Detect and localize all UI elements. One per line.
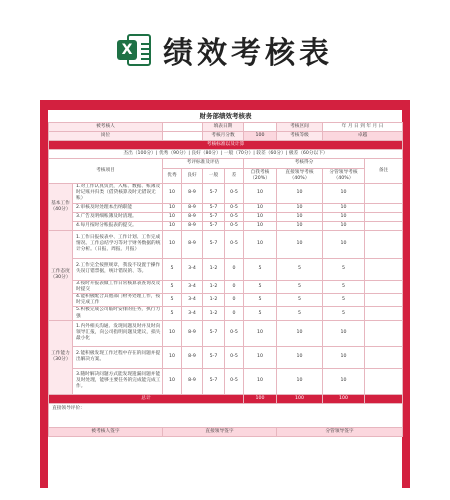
- excel-icon: X: [117, 32, 153, 68]
- table-row: [49, 203, 403, 212]
- score-poor: 0-5: [225, 212, 244, 221]
- total-direct: 100: [277, 394, 323, 403]
- table-row: [49, 320, 403, 346]
- score-indirect[interactable]: 5: [323, 307, 365, 320]
- score-good: 8-9: [182, 221, 203, 230]
- item-text: 4.每月按时分账报表的提交。: [73, 221, 163, 230]
- grade-value: 卓越: [323, 132, 403, 141]
- score-self[interactable]: 5: [244, 307, 277, 320]
- score-indirect[interactable]: 10: [323, 221, 365, 230]
- score-fair: 5-7: [203, 203, 225, 212]
- score-excellent: 5: [163, 307, 182, 320]
- score-excellent: 10: [163, 203, 182, 212]
- score-direct[interactable]: 10: [277, 230, 323, 258]
- score-fair: 1-2: [203, 307, 225, 320]
- score-excellent: 5: [163, 258, 182, 280]
- score-self[interactable]: 5: [244, 280, 277, 293]
- post-label: 岗位: [49, 132, 163, 141]
- col-excellent: 优秀: [163, 169, 182, 184]
- score-self[interactable]: 10: [244, 320, 277, 346]
- item-text: 3.随时解决问题方式能发现遗漏问题并能及时处理，能够主要任务的完成能完成工作。: [73, 368, 163, 394]
- note-cell[interactable]: [365, 307, 403, 320]
- score-good: 8-9: [182, 368, 203, 394]
- note-cell[interactable]: [365, 203, 403, 212]
- score-direct[interactable]: 5: [277, 294, 323, 307]
- fill-date-label: 填表日期: [203, 123, 244, 132]
- score-poor: 0-5: [225, 184, 244, 204]
- score-poor: 0: [225, 307, 244, 320]
- score-self[interactable]: 10: [244, 221, 277, 230]
- score-good: 3-4: [182, 280, 203, 293]
- sign-direct[interactable]: 直接领导签字: [163, 427, 277, 436]
- assessment-table: [48, 110, 403, 437]
- note-cell[interactable]: [365, 212, 403, 221]
- sign-indirect[interactable]: 分管领导签字: [277, 427, 403, 436]
- score-good: 8-9: [182, 320, 203, 346]
- table-row: [49, 212, 403, 221]
- score-poor: 0-5: [225, 230, 244, 258]
- standard-text: 杰出（100分）| 优秀（90分）| 良好（80分）| 一般（70分）| 较差（60分）| 极差（60分以下）: [49, 150, 403, 159]
- score-excellent: 10: [163, 230, 182, 258]
- score-self[interactable]: 10: [244, 368, 277, 394]
- total-score-value: 100: [244, 132, 277, 141]
- score-poor: 0-5: [225, 320, 244, 346]
- note-cell[interactable]: [365, 258, 403, 280]
- total-note: [365, 394, 403, 403]
- assessment-form: [48, 110, 402, 488]
- form-title: 财务部绩效考核表: [199, 111, 252, 120]
- note-cell[interactable]: [365, 280, 403, 293]
- fill-date-value[interactable]: [244, 123, 277, 132]
- score-fair: 5-7: [203, 221, 225, 230]
- score-indirect[interactable]: 5: [323, 294, 365, 307]
- note-cell[interactable]: [365, 230, 403, 258]
- score-indirect[interactable]: 10: [323, 212, 365, 221]
- score-self[interactable]: 10: [244, 184, 277, 204]
- score-poor: 0-5: [225, 203, 244, 212]
- note-cell[interactable]: [365, 368, 403, 394]
- review-field[interactable]: 直接领导评价：: [49, 403, 403, 427]
- score-poor: 0: [225, 280, 244, 293]
- total-indirect: 100: [323, 394, 365, 403]
- score-poor: 0: [225, 294, 244, 307]
- score-good: 8-9: [182, 184, 203, 204]
- score-good: 3-4: [182, 307, 203, 320]
- score-direct[interactable]: 10: [277, 320, 323, 346]
- note-cell[interactable]: [365, 320, 403, 346]
- score-indirect[interactable]: 10: [323, 203, 365, 212]
- score-excellent: 5: [163, 280, 182, 293]
- table-row: [49, 230, 403, 258]
- score-poor: 0-5: [225, 368, 244, 394]
- item-text: 2.能积极发现工作过程中存在的问题并提出解决方案。: [73, 346, 163, 368]
- score-good: 8-9: [182, 230, 203, 258]
- table-row: [49, 258, 403, 280]
- score-excellent: 10: [163, 184, 182, 204]
- table-row: [49, 346, 403, 368]
- score-fair: 5-7: [203, 346, 225, 368]
- group-label: 工作态度（30分）: [49, 230, 73, 320]
- score-self[interactable]: 5: [244, 294, 277, 307]
- score-indirect[interactable]: 10: [323, 184, 365, 204]
- col-fair: 一般: [203, 169, 225, 184]
- item-text: 1.对工作认真负责，入账、数据、账簿及时记账并归类（借贷核算及时无错误无账）: [73, 184, 163, 204]
- sign-assessee[interactable]: 被考核人签字: [49, 427, 163, 436]
- score-excellent: 10: [163, 221, 182, 230]
- note-cell[interactable]: [365, 184, 403, 204]
- score-indirect[interactable]: 10: [323, 368, 365, 394]
- item-text: 1.内外相关沟通、发现问题及时并及时向领导汇报，向公司指明问题及建议，损失最小化: [73, 320, 163, 346]
- score-direct[interactable]: 5: [277, 258, 323, 280]
- score-fair: 5-7: [203, 212, 225, 221]
- total-label: 总计: [49, 394, 244, 403]
- assessee-value[interactable]: [163, 123, 203, 132]
- score-fair: 1-2: [203, 280, 225, 293]
- score-good: 3-4: [182, 258, 203, 280]
- score-indirect[interactable]: 10: [323, 346, 365, 368]
- period-value[interactable]: 年 月 日 到 年 月 日: [323, 123, 403, 132]
- score-self[interactable]: 5: [244, 258, 277, 280]
- col-indirect: 分管领导考核（40%）: [323, 169, 365, 184]
- score-fair: 5-7: [203, 320, 225, 346]
- table-row: [49, 280, 403, 293]
- item-text: 2.审核及时处理本出纳职能: [73, 203, 163, 212]
- note-cell[interactable]: [365, 294, 403, 307]
- score-indirect[interactable]: 5: [323, 280, 365, 293]
- item-text: 5.积极完成公司临时安排的任务，执行力强: [73, 307, 163, 320]
- score-direct[interactable]: 10: [277, 368, 323, 394]
- col-good: 良好: [182, 169, 203, 184]
- group-label: 基本工作（40分）: [49, 184, 73, 231]
- table-row: [49, 307, 403, 320]
- score-direct[interactable]: 10: [277, 221, 323, 230]
- score-fair: 1-2: [203, 294, 225, 307]
- total-self: 100: [244, 394, 277, 403]
- score-excellent: 10: [163, 346, 182, 368]
- score-excellent: 5: [163, 294, 182, 307]
- grade-label: 考核等级: [277, 132, 323, 141]
- score-indirect[interactable]: 10: [323, 230, 365, 258]
- score-fair: 5-7: [203, 184, 225, 204]
- group-label: 工作能力（30分）: [49, 320, 73, 394]
- note-cell[interactable]: [365, 346, 403, 368]
- score-fair: 5-7: [203, 230, 225, 258]
- page-title: 绩效考核表: [163, 36, 333, 71]
- score-self[interactable]: 10: [244, 346, 277, 368]
- col-self: 自我考核（20%）: [244, 169, 277, 184]
- score-self[interactable]: 10: [244, 212, 277, 221]
- post-value[interactable]: [163, 132, 203, 141]
- table-row: [49, 184, 403, 204]
- score-self[interactable]: 10: [244, 230, 277, 258]
- score-poor: 0-5: [225, 221, 244, 230]
- score-direct[interactable]: 10: [277, 212, 323, 221]
- col-standard-header: 考评标准及评估: [163, 159, 244, 169]
- score-indirect[interactable]: 10: [323, 320, 365, 346]
- col-item-header: 考核项目: [49, 159, 163, 184]
- score-fair: 1-2: [203, 258, 225, 280]
- item-text: 1.工作日报按表中、工作计划、工作完成情况、工作总结学习等对于财务数据的统计分析。（日报、周报、月报）: [73, 230, 163, 258]
- col-scores-header: 考核得分: [244, 159, 365, 169]
- score-good: 8-9: [182, 346, 203, 368]
- score-direct[interactable]: 10: [277, 184, 323, 204]
- score-excellent: 10: [163, 320, 182, 346]
- score-good: 8-9: [182, 212, 203, 221]
- score-direct[interactable]: 10: [277, 346, 323, 368]
- table-row: [49, 368, 403, 394]
- item-text: 4.能积极配合其他部门财务处理工作，按时完成工作: [73, 294, 163, 307]
- score-good: 3-4: [182, 294, 203, 307]
- col-poor: 差: [225, 169, 244, 184]
- item-text: 2.工作完全按照规章，我没不设置于操作失误订错票据，统计错误的、等。: [73, 258, 163, 280]
- score-excellent: 10: [163, 368, 182, 394]
- total-score-label: 考核月分数: [203, 132, 244, 141]
- item-text: 3.按时开报表做工作日常核算表查询及及时提交: [73, 280, 163, 293]
- score-fair: 5-7: [203, 368, 225, 394]
- score-good: 8-9: [182, 203, 203, 212]
- standard-header: 考核标准以及计算: [49, 141, 403, 150]
- score-poor: 0: [225, 258, 244, 280]
- table-row: [49, 221, 403, 230]
- score-indirect[interactable]: 5: [323, 258, 365, 280]
- score-excellent: 10: [163, 212, 182, 221]
- score-poor: 0-5: [225, 346, 244, 368]
- col-direct: 直接领导考核（40%）: [277, 169, 323, 184]
- col-note-header: 备注: [365, 159, 403, 184]
- period-label: 考核区间: [277, 123, 323, 132]
- score-direct[interactable]: 5: [277, 307, 323, 320]
- score-self[interactable]: 10: [244, 203, 277, 212]
- table-row: [49, 294, 403, 307]
- score-direct[interactable]: 10: [277, 203, 323, 212]
- note-cell[interactable]: [365, 221, 403, 230]
- item-text: 3.广告及明细账簿及时清理。: [73, 212, 163, 221]
- assessee-label: 被考核人: [49, 123, 163, 132]
- page-header: [0, 0, 450, 100]
- score-direct[interactable]: 5: [277, 280, 323, 293]
